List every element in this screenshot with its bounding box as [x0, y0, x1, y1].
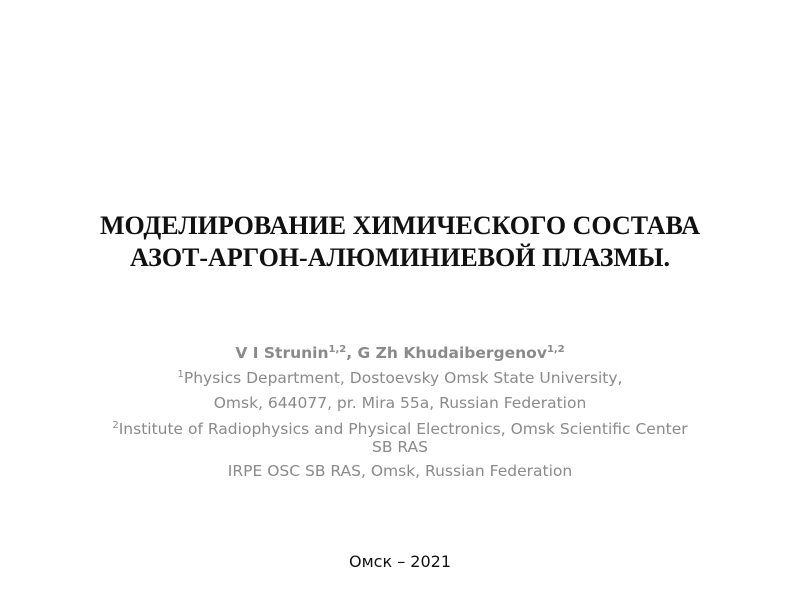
affiliation-1-name: Physics Department, Dostoevsky Omsk State University,	[183, 369, 623, 387]
affiliation-2-marker: 2	[112, 419, 119, 431]
authors-and-affiliations	[110, 340, 690, 484]
author-separator: ,	[346, 344, 358, 362]
title-line-1: МОДЕЛИРОВАНИЕ ХИМИЧЕСКОГО СОСТАВА	[99, 211, 701, 240]
author-2-affiliation-marker: 1,2	[546, 343, 565, 355]
place-and-year: Омск – 2021	[348, 552, 451, 571]
title-line-2: АЗОТ-АРГОН-АЛЮМИНИЕВОЙ ПЛАЗМЫ.	[129, 243, 671, 272]
slide-title	[40, 210, 760, 274]
affiliation-1-address: Omsk, 644077, pr. Mira 55a, Russian Federation	[213, 394, 587, 412]
affiliation-2-address: IRPE OSC SB RAS, Omsk, Russian Federation	[227, 462, 573, 480]
author-list	[110, 340, 690, 366]
affiliation-1-marker: 1	[177, 368, 184, 380]
author-2-name: G Zh Khudaibergenov	[357, 344, 547, 362]
affiliation-2-name: Institute of Radiophysics and Physical Electronics, Omsk Scientific Center SB RAS	[118, 420, 688, 456]
author-1-affiliation-marker: 1,2	[328, 343, 347, 355]
author-1-name: V I Strunin	[235, 344, 329, 362]
affiliation-1-line-1	[110, 366, 690, 391]
affiliation-2	[110, 420, 690, 456]
